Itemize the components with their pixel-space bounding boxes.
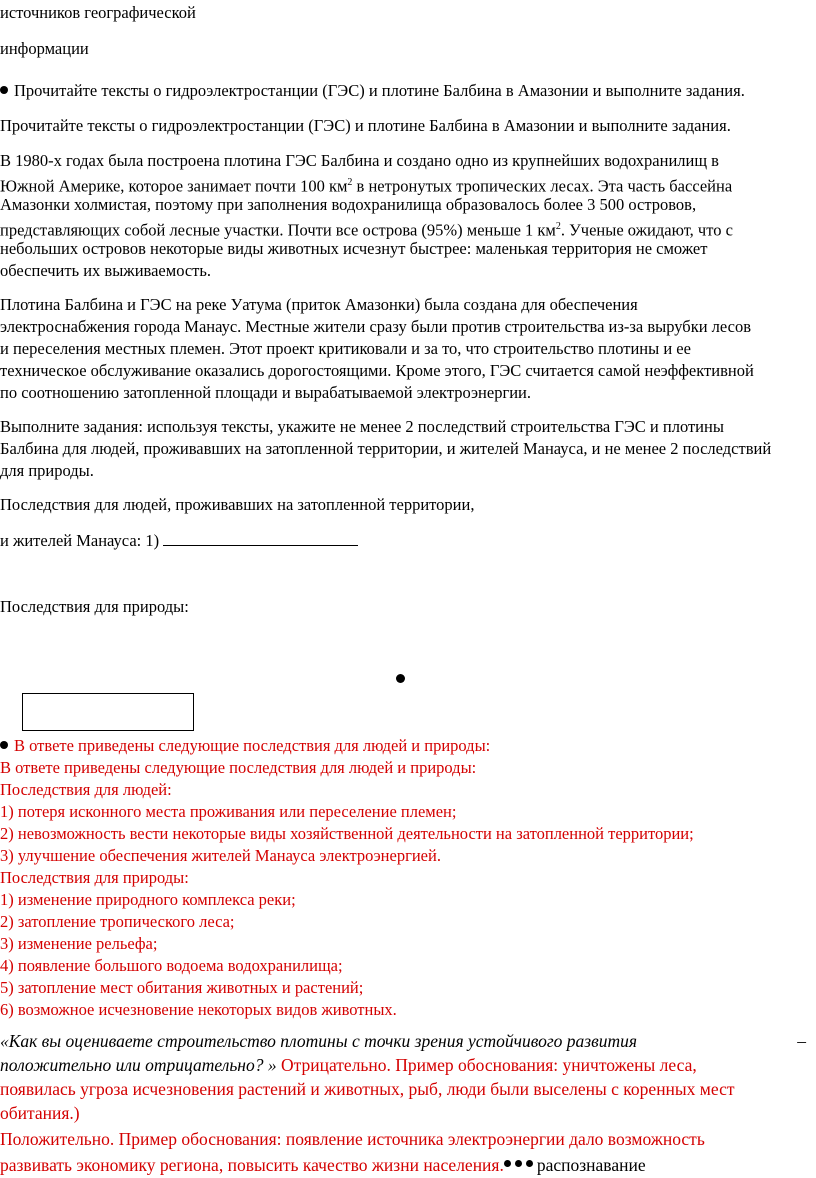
header-line-1: источников географической (0, 3, 196, 22)
bullet-icon (0, 86, 8, 94)
consequences-nature-label: Последствия для природы: (0, 597, 189, 616)
answer-heading: В ответе приведены следующие последствия для людей и природы: (0, 758, 477, 777)
list-item: 2) невозможность вести некоторые виды хозяйственной деятельности на затопленной территории; (0, 824, 694, 843)
evaluation-line: положительно или отрицательно? » Отрицательно. Пример обоснования: уничтожены леса, (0, 1055, 697, 1075)
list-item: 3) улучшение обеспечения жителей Манауса электроэнергией. (0, 846, 441, 865)
header-line-2: информации (0, 39, 89, 58)
text1-line: обеспечить их выживаемость. (0, 261, 212, 280)
bullet-icon (396, 674, 405, 683)
evaluation-line: обитания.) (0, 1103, 80, 1123)
list-item: 4) появление большого водоема водохранилища; (0, 956, 343, 975)
text2-line: по соотношению затопленной площади и вырабатываемой электроэнергии. (0, 383, 531, 402)
answer-nature-label: Последствия для природы: (0, 868, 189, 887)
list-item: 2) затопление тропического леса; (0, 912, 235, 931)
text2-line: и переселения местных племен. Этот проект критиковали и за то, что строительство плотины и ее (0, 339, 691, 358)
answer-blank-line[interactable] (163, 531, 358, 546)
text2-line: техническое обслуживание оказались дорогостоящими. Кроме этого, ГЭС считается самой неэффективной (0, 361, 754, 380)
list-item: 6) возможное исчезновение некоторых видов животных. (0, 1000, 397, 1019)
evaluation-question-line: «Как вы оцениваете строительство плотины с точки зрения устойчивого развития – (0, 1031, 806, 1051)
text1-line: небольших островов некоторые виды животных исчезнут быстрее: маленькая территория не сможет (0, 239, 708, 258)
text2-line: электроснабжения города Манаус. Местные жители сразу были против строительства из-за вырубки лесов (0, 317, 751, 336)
bullet-icon (0, 741, 8, 749)
evaluation-line: Положительно. Пример обоснования: появление источника электроэнергии дало возможность (0, 1129, 705, 1149)
consequences-people-answer: и жителей Манауса: 1) (0, 530, 810, 552)
dots-icon (504, 1154, 537, 1176)
list-item: 1) изменение природного комплекса реки; (0, 890, 296, 909)
assignment-line: Выполните задания: используя тексты, укажите не менее 2 последствий строительства ГЭС и плотины (0, 417, 724, 436)
assignment-line: Балбина для людей, проживавших на затопленной территории, и жителей Манауса, и не менее 2 последствий (0, 439, 772, 458)
text1-line: Амазонки холмистая, поэтому при заполнения водохранилища образовалось более 3 500 островов, (0, 195, 697, 214)
consequences-people-label: Последствия для людей, проживавших на затопленной территории, (0, 495, 475, 514)
text2-line: Плотина Балбина и ГЭС на реке Уатума (приток Амазонки) была создана для обеспечения (0, 295, 638, 314)
list-item: 5) затопление мест обитания животных и растений; (0, 978, 364, 997)
task-bulleted: Прочитайте тексты о гидроэлектростанции (ГЭС) и плотине Балбина в Амазонии и выполните задания. (0, 80, 810, 102)
assignment-line: для природы. (0, 461, 94, 480)
list-item: 1) потеря исконного места проживания или переселение племен; (0, 802, 457, 821)
text1-line: В 1980-х годах была построена плотина ГЭС Балбина и создано одно из крупнейших водохранилищ в (0, 151, 719, 170)
text1-line: представляющих собой лесные участки. Почти все острова (95%) меньше 1 $км^2$. Ученые ожидают, что с (0, 220, 733, 240)
evaluation-line: развивать экономику региона, повысить качество жизни населения. распознавание (0, 1155, 646, 1175)
answer-heading-bulleted: В ответе приведены следующие последствия для людей и природы: (0, 735, 810, 757)
list-item: 3) изменение рельефа; (0, 934, 158, 953)
text1-line: Южной Америке, которое занимает почти 100 $км^2$ в нетронутых тропических лесах. Эта часть бассейна (0, 176, 733, 196)
answer-people-label: Последствия для людей: (0, 780, 172, 799)
answer-input-box[interactable] (22, 693, 194, 731)
task-plain: Прочитайте тексты о гидроэлектростанции (ГЭС) и плотине Балбина в Амазонии и выполните задания. (0, 116, 731, 135)
evaluation-line: появилась угроза исчезновения растений и животных, рыб, люди были выселены с коренных мест (0, 1079, 735, 1099)
